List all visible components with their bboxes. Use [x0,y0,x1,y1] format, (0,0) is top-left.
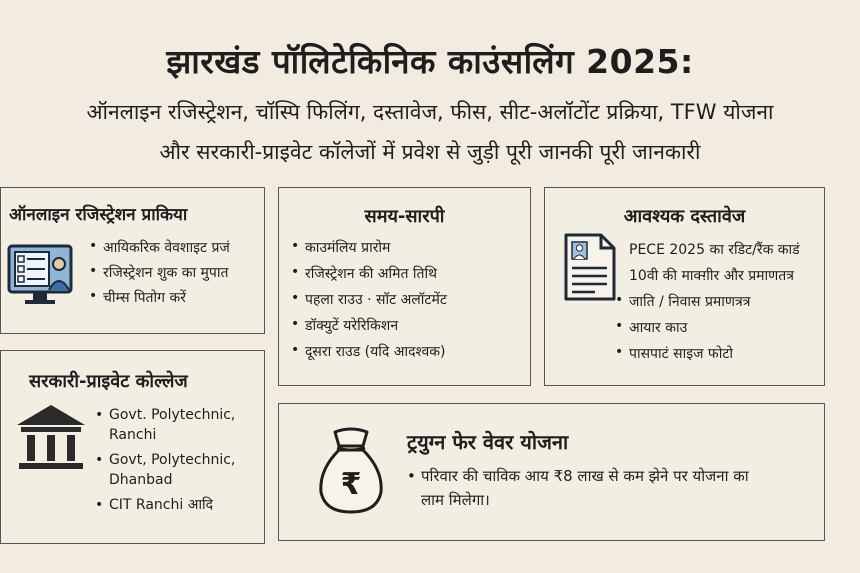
registration-card [0,187,265,334]
college-name: Govt, Polytechnic, [109,452,236,468]
documents-lead-2: 10वी की माक्ग़ीर और प्रमाणतत्र [629,268,795,284]
list-item: • जाति / निवास प्रमाणत्रत्र [615,292,751,311]
tfw-card [278,403,825,541]
list-item: • रजिस्ट्रेशन शुक का मुपात [89,263,230,282]
documents-card [544,187,825,386]
list-item: • काउमंलिय प्रारोम [291,238,447,257]
list-item [407,464,749,512]
list-item: • आयिकरिक वेवशाइट प्रजं [89,238,230,257]
page-subtitle-line-2: और सरकारी-प्राइवेट कॉलेजों में प्रवेश से जुड़ी पूरी जानकी पूरी जानकारी [159,140,701,164]
documents-title: आवश्यक दस्तावेज [623,206,746,227]
list-item: • दूसरा राउड (यदि आदश्वक) [291,342,447,361]
registration-title: ऑनलाइन रजिस्ट्रेशन प्राकिया [9,205,188,225]
list-item [95,495,235,515]
list-item: • चीम्स पितोग करें [89,288,230,307]
page-subtitle-line-1: ऑनलाइन रजिस्ट्रेशन, चॉस्पि फिलिंग, दस्तावेज, फीस, सीट-अलॉटोंट प्रक्रिया, TFW योजना [86,100,774,124]
list-item: • आयार काउ [615,318,751,337]
computer-form-icon [7,244,75,316]
tfw-title: ट्रयुग्न फेर वेवर योजना [407,430,569,454]
rupee-symbol: ₹ [340,467,362,502]
colleges-card [0,350,265,544]
list-item: • रजिस्ट्रेशन की अमित तिथि [291,264,447,283]
schedule-list [291,238,447,361]
list-item: • डॉक्युटें यरेरिकिशन [291,316,447,335]
colleges-list [95,405,235,515]
schedule-card [278,187,531,386]
documents-lead-1: PECE 2025 का रडिट/रैंक काडं [629,242,800,258]
college-name: Govt. Polytechnic, [109,407,236,423]
college-name: CIT Ranchi आदि [109,497,214,513]
list-item [95,450,235,490]
document-icon [563,232,617,306]
college-city: Dhanbad [109,472,173,488]
tfw-line-2: लाम मिलेगा। [421,491,490,509]
list-item: • पासपाटं साइज फोटो [615,344,751,363]
list-item [95,405,235,445]
registration-list [89,238,230,307]
colleges-title: सरकारी-प्राइवेट कोल्लेज [29,371,188,392]
college-city: Ranchi [109,427,157,443]
schedule-title: समय-सारपी [364,206,445,227]
money-bag-icon [317,426,385,520]
list-item: • पहला राउउ · सॉट अलॉटमेंट [291,290,447,309]
tfw-list [407,464,749,512]
college-building-icon [15,403,87,477]
tfw-line-1: परिवार की चाविक आय ₹8 लाख से कम झेने पर योजना का [421,467,749,485]
page-title: झारखंड पॉलिटेकिनिक काउंसलिंग 2025: [166,42,694,81]
documents-list [615,292,751,363]
